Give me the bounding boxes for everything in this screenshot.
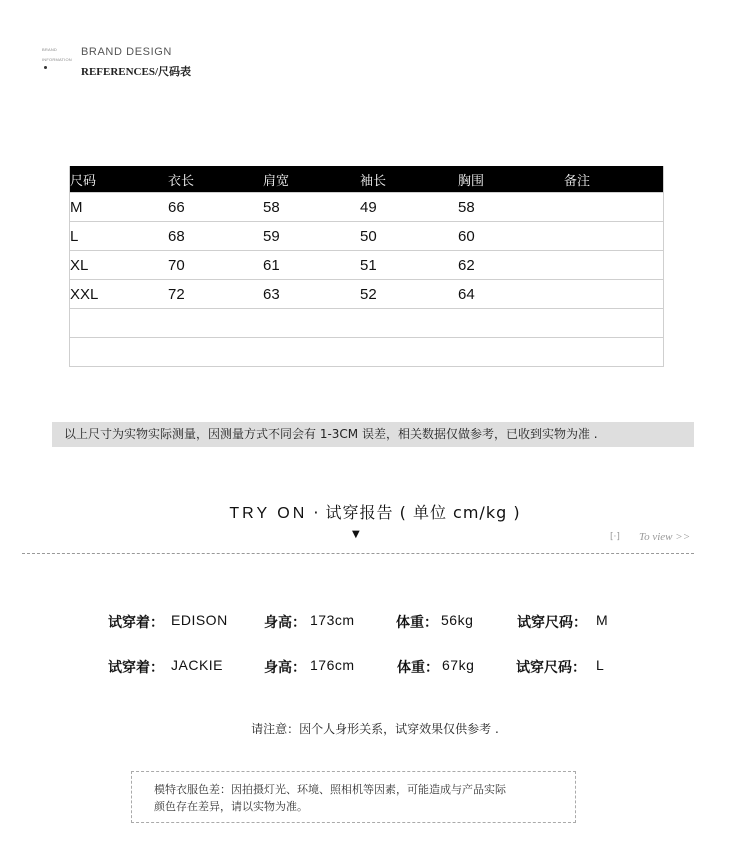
disclaimer-line: 颜色存在差异，请以实物为准。 [154, 800, 308, 813]
color-disclaimer-box [131, 771, 576, 823]
measurement-note: 以上尺寸为实物实际测量，因测量方式不同会有 1-3CM 误差，相关数据仅做参考，已收到实物为准 . [52, 422, 694, 447]
model-size-label: 试穿尺码： [516, 660, 586, 676]
try-on-title-cn: 试穿报告 ( 单位 cm/kg ) [325, 503, 521, 522]
table-cell: 58 [458, 193, 564, 222]
table-cell: 70 [168, 251, 263, 280]
table-cell: 59 [263, 222, 360, 251]
size-table-row [70, 193, 664, 222]
fit-reminder: 请注意：因个人身形关系，试穿效果仅供参考 . [251, 722, 499, 736]
model-height-label: 身高： [264, 660, 306, 676]
to-view-link[interactable]: To view >> [639, 531, 691, 543]
table-cell [564, 280, 664, 309]
table-cell [564, 338, 664, 367]
size-table-row [70, 222, 664, 251]
brand-design-heading: BRAND DESIGN [81, 46, 172, 58]
size-chart-table [69, 166, 664, 367]
table-cell [263, 309, 360, 338]
table-cell: 50 [360, 222, 458, 251]
table-cell: 63 [263, 280, 360, 309]
table-cell: 62 [458, 251, 564, 280]
model-weight: 67kg [442, 657, 475, 673]
table-cell [360, 309, 458, 338]
model-size-label: 试穿尺码： [517, 615, 587, 631]
model-size: M [596, 612, 609, 628]
table-cell [70, 309, 169, 338]
table-cell: 68 [168, 222, 263, 251]
column-header: 备注 [564, 166, 664, 193]
table-cell: XXL [70, 280, 169, 309]
size-table-row [70, 251, 664, 280]
size-table-row [70, 280, 664, 309]
table-cell [564, 251, 664, 280]
table-cell: L [70, 222, 169, 251]
model-size: L [596, 657, 605, 673]
table-cell: M [70, 193, 169, 222]
table-cell [458, 309, 564, 338]
table-cell [458, 338, 564, 367]
table-cell: 66 [168, 193, 263, 222]
model-height: 173cm [310, 612, 355, 628]
table-cell: 51 [360, 251, 458, 280]
column-header: 胸围 [458, 166, 564, 193]
table-cell: 58 [263, 193, 360, 222]
expand-icon: [·] [610, 532, 620, 542]
model-name-label: 试穿着： [108, 615, 164, 631]
section-divider [22, 553, 694, 554]
model-name-label: 试穿着： [108, 660, 164, 676]
model-weight-label: 体重： [396, 615, 438, 631]
column-header: 衣长 [168, 166, 263, 193]
table-cell: 72 [168, 280, 263, 309]
try-on-title [0, 500, 750, 523]
model-weight-label: 体重： [397, 660, 439, 676]
table-cell [168, 338, 263, 367]
column-header: 尺码 [70, 166, 169, 193]
try-on-title-en: TRY ON [229, 505, 308, 522]
table-cell: 52 [360, 280, 458, 309]
brand-small-label: BRAND [42, 47, 58, 52]
table-cell [564, 309, 664, 338]
table-cell [70, 338, 169, 367]
size-table-header-row [70, 166, 664, 193]
disclaimer-line: 模特衣服色差：因拍摄灯光、环境、照相机等因素，可能造成与产品实际 [154, 783, 506, 796]
table-cell [168, 309, 263, 338]
model-name: JACKIE [171, 657, 224, 673]
information-small-label: INFORMATION [42, 57, 72, 62]
table-cell: 49 [360, 193, 458, 222]
table-cell [564, 193, 664, 222]
table-cell: XL [70, 251, 169, 280]
model-name: EDISON [171, 612, 228, 628]
table-cell [360, 338, 458, 367]
table-cell: 61 [263, 251, 360, 280]
model-height-label: 身高： [264, 615, 306, 631]
table-cell: 64 [458, 280, 564, 309]
try-on-title-separator: · [307, 503, 326, 522]
column-header: 袖长 [360, 166, 458, 193]
column-header: 肩宽 [263, 166, 360, 193]
size-table-row [70, 338, 664, 367]
table-cell [263, 338, 360, 367]
size-table-row [70, 309, 664, 338]
model-weight: 56kg [441, 612, 474, 628]
bullet-dot-icon [44, 66, 47, 69]
references-heading: REFERENCES/尺码表 [81, 66, 192, 78]
table-cell: 60 [458, 222, 564, 251]
table-cell [564, 222, 664, 251]
model-height: 176cm [310, 657, 355, 673]
down-arrow-icon: ▼ [352, 529, 360, 540]
